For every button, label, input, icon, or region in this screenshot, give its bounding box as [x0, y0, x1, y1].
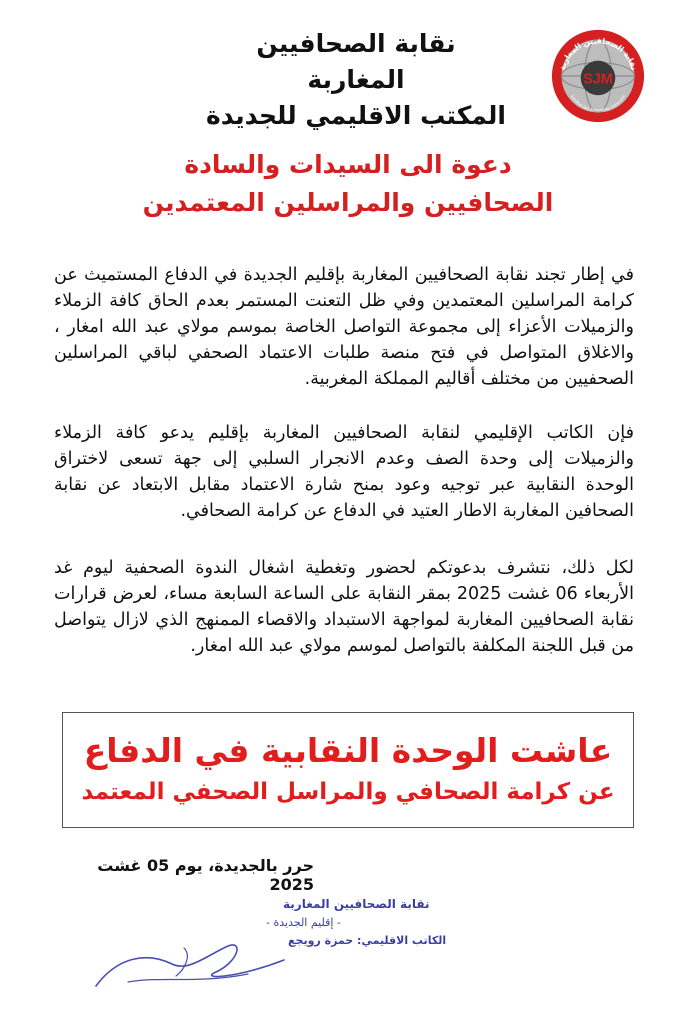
logo-arc-text: نقابة الصحافيين المغاربة — [557, 36, 639, 72]
document-title — [60, 146, 636, 222]
organization-name: نقابة الصحافيين المغاربة — [256, 29, 456, 94]
regional-office-name: المكتب الاقليمي للجديدة — [206, 101, 506, 130]
title-line-1: دعوة الى السيدات والسادة — [184, 150, 512, 179]
body-paragraph-2: فإن الكاتب الإقليمي لنقابة الصحافيين المغاربة بإقليم يدعو كافة الزملاء والزميلات إلى وحدة الصف وعدم الانجرار السلبي إلى جهة تسعى لاختراق الوحدة النقابية عبر توجيه وعود بمنح شارة الاعتماد مقابل الابتعاد عن نقابة الصحافين المغاربة الاطار العتيد في الدفاع عن كرامة الصحافي. — [54, 423, 634, 521]
body-paragraph-1: في إطار تجند نقابة الصحافيين المغاربة بإقليم الجديدة في الدفاع المستميث عن كرامة المراسلين المعتمدين وفي ظل التعنت المستمر بعدم الحاق كافة الزملاء والزميلات الأعزاء إلى مجموعة التواصل الخاصة بموسم مولاي عبد الله امغار ، والاغلاق المتواصل في فتح منصة طلبات الاعتماد الصحفي لباقي المراسلين الصحفيين من مختلف أقاليم المملكة المغربية. — [54, 265, 634, 389]
sjm-emblem-icon — [550, 28, 646, 124]
svg-text:نقابة الصحافيين المغاربة: نقابة الصحافيين المغاربة — [283, 897, 430, 911]
date-line: حرر بالجديدة، يوم 05 غشت 2025 — [97, 856, 314, 894]
signature-stamp-icon — [88, 886, 447, 998]
slogan-box — [62, 712, 634, 828]
svg-text:الكاتب الاقليمي: حمزة رويجع: الكاتب الاقليمي: حمزة رويجع — [288, 934, 447, 947]
title-line-2: الصحافيين والمراسلين المعتمدين — [142, 188, 554, 217]
slogan-line-1: عاشت الوحدة النقابية في الدفاع — [83, 731, 613, 770]
logo-abbreviation: SJM — [583, 71, 613, 88]
slogan-line-2: عن كرامة الصحافي والمراسل الصحفي المعتمد — [81, 779, 615, 805]
body-paragraph-3: لكل ذلك، نتشرف بدعوتكم لحضور وتغطية اشغال الندوة الصحفية ليوم غد الأربعاء 06 غشت 2025 بمقر النقابة على الساعة السابعة مساء، لعرض قرارات نقابة الصحافيين المغاربة لمواجهة الاستبداد والاقصاء الممنهج الذي لازال يتواصل من قبل اللجنة المكلفة بالتواصل لموسم مولاي عبد الله امغار. — [54, 558, 634, 656]
header-organization — [206, 26, 506, 134]
svg-text:- إقليم الجديدة -: - إقليم الجديدة - — [266, 916, 341, 929]
logo-bottom-text: Syndicat des Journalistes marocains — [569, 93, 627, 113]
